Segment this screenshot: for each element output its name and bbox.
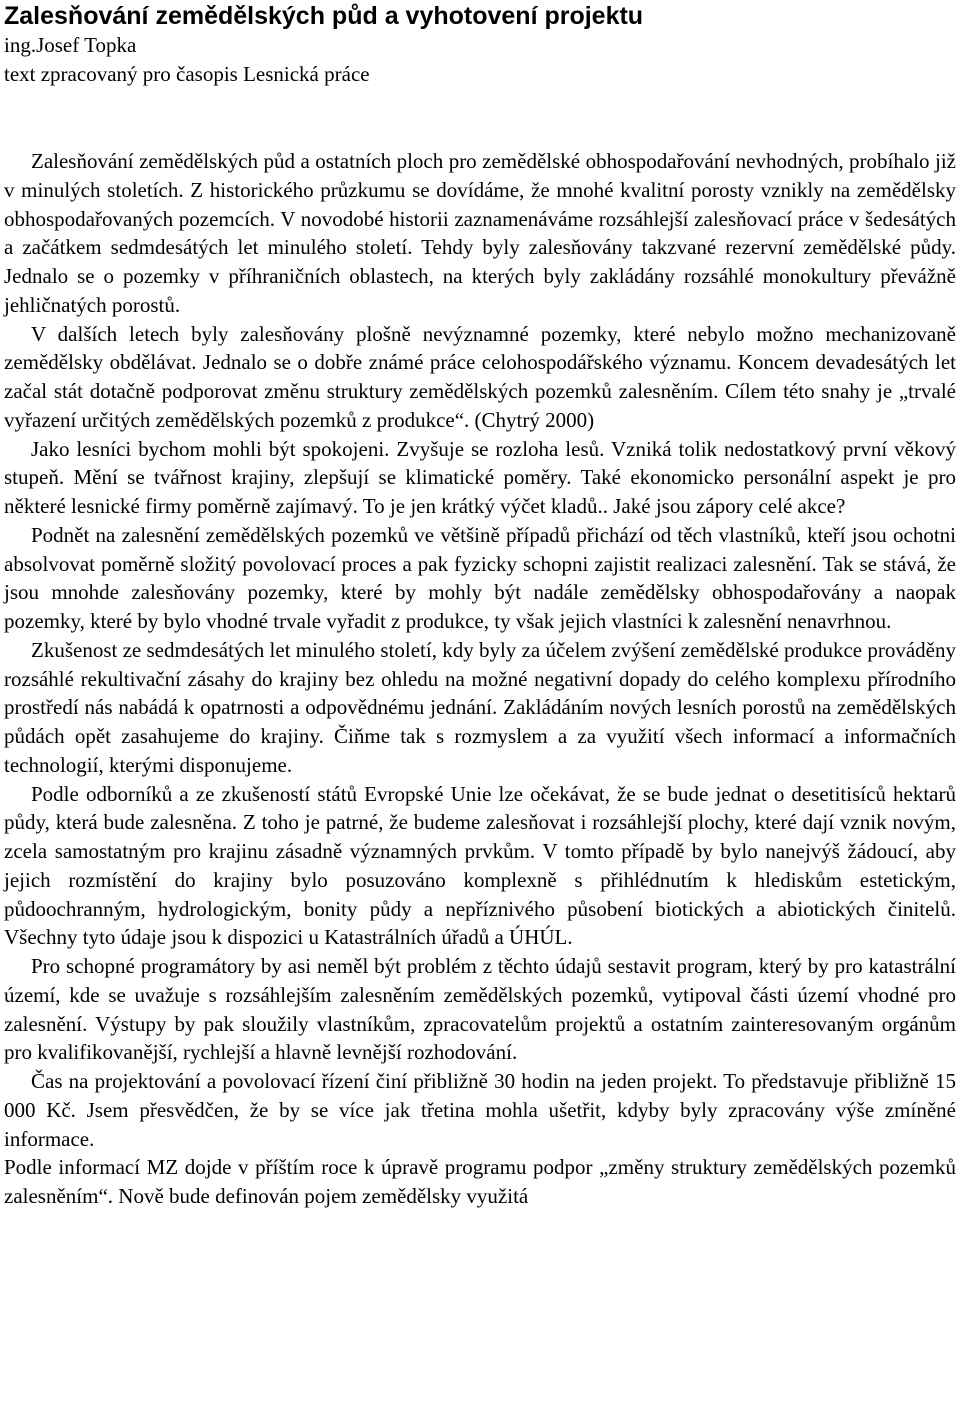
paragraph: Podnět na zalesnění zemědělských pozemků ve většině případů přichází od těch vlastníků, kteří jsou ochotni absolvovat poměrně složitý povolovací proces a pak fyzicky schopni zajistit realizaci zalesnění. Tak se stává, že jsou mnohde zalesňovány pozemky, které by mohly být nadále zemědělsky obhospodařovány a naopak pozemky, které by bylo vhodné trvale vyřadit z produkce, ty však jejich vlastníci k zalesnění nenavrhnou. bbox=[4, 522, 956, 633]
paragraph: Zalesňování zemědělských půd a ostatních ploch pro zemědělské obhospodařování nevhodných, probíhalo již v minulých stoletích. Z historického průzkumu se dovídáme, že mnohé kvalitní porosty vznikly na zemědělsky obhospodařovaných pozemcích. V novodobé historii zaznamenáváme rozsáhlejší zalesňovací práce v šedesátých a začátkem sedmdesátých let minulého století. Tehdy byly zalesňovány takzvané rezervní zemědělské půdy. Jednalo se o pozemky v příhraničních oblastech, na kterých byly zakládány rozsáhlé monokultury převážně jehličnatých porostů. bbox=[4, 149, 956, 317]
paragraph: Jako lesníci bychom mohli být spokojeni. Zvyšuje se rozloha lesů. Vzniká tolik nedostatkový první věkový stupeň. Mění se tvářnost krajiny, zlepšují se klimatické poměry. Také ekonomicko personální aspekt je pro některé lesnické firmy poměrně zajímavý. To je jen krátký výčet kladů.. Jaké jsou zápory celé akce? bbox=[4, 436, 956, 518]
subtitle-line: text zpracovaný pro časopis Lesnická práce bbox=[4, 62, 370, 86]
paragraph: Zkušenost ze sedmdesátých let minulého století, kdy byly za účelem zvýšení zemědělské produkce prováděny rozsáhlé rekultivační zásahy do krajiny bez ohledu na možné negativní dopady do celého komplexu přírodního prostředí nás nabádá k opatrnosti a odpovědnému jednání. Zakládáním nových lesních porostů na zemědělských půdách opět zasahujeme do krajiny. Čiňme tak s rozmyslem a za využití všech informací a informačních technologií, kterými disponujeme. bbox=[4, 637, 956, 777]
paragraph: Pro schopné programátory by asi neměl být problém z těchto údajů sestavit program, který by pro katastrální území, kde se uvažuje s rozsáhlejším zalesněním zemědělských pozemků, vytipoval části území vhodné pro zalesnění. Výstupy by pak sloužily vlastníkům, zpracovatelům projektů a ostatním zainteresovaným orgánům pro kvalifikovanější, rychlejší a hlavně levnější rozhodování. bbox=[4, 954, 956, 1065]
document-title: Zalesňování zemědělských půd a vyhotovení projektu bbox=[4, 2, 644, 30]
article-body bbox=[4, 147, 956, 1211]
author-line: ing.Josef Topka bbox=[4, 33, 137, 57]
paragraph: Čas na projektování a povolovací řízení činí přibližně 30 hodin na jeden projekt. To představuje přibližně 15 000 Kč. Jsem přesvědčen, že by se více jak třetina mohla ušetřit, kdyby byly zpracovány výše zmíněné informace. bbox=[4, 1069, 956, 1151]
document-page bbox=[4, 0, 956, 1211]
paragraph: V dalších letech byly zalesňovány plošně nevýznamné pozemky, které nebylo možno mechanizovaně zemědělsky obdělávat. Jednalo se o dobře známé práce celohospodářského významu. Koncem devadesátých let začal stát dotačně podporovat změnu struktury zemědělských pozemků zalesněním. Cílem této snahy je „trvalé vyřazení určitých zemědělských pozemků z produkce“. (Chytrý 2000) bbox=[4, 321, 956, 432]
paragraph: Podle informací MZ dojde v příštím roce k úpravě programu podpor „změny struktury zemědělských pozemků zalesněním“. Nově bude definován pojem zemědělsky využitá bbox=[4, 1155, 956, 1208]
paragraph: Podle odborníků a ze zkušeností států Evropské Unie lze očekávat, že se bude jednat o desetitisíců hektarů půdy, která bude zalesněna. Z toho je patrné, že budeme zalesňovat i rozsáhlejší plochy, které dají vznik novým, zcela samostatným pro krajinu zásadně významných prvkům. V tomto případě by bylo nanejvýš žádoucí, aby jejich rozmístění do krajiny bylo posuzováno komplexně s přihlédnutím k hlediskům estetickým, půdoochranným, hydrologickým, bonity půdy a nepříznivého působení biotických a abiotických činitelů. Všechny tyto údaje jsou k dispozici u Katastrálních úřadů a ÚHÚL. bbox=[4, 781, 956, 950]
